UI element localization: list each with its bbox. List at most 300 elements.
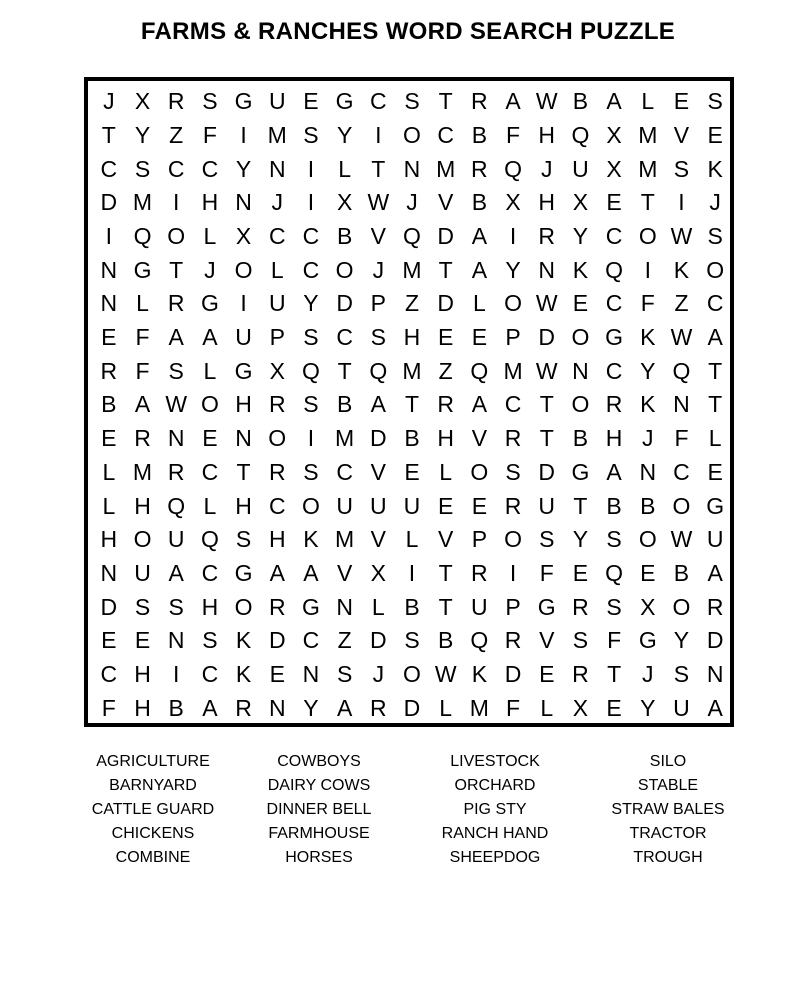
grid-letter[interactable]: D	[370, 425, 387, 452]
grid-letter[interactable]: S	[673, 660, 690, 687]
grid-letter[interactable]: E	[438, 492, 454, 519]
grid-letter[interactable]: B	[101, 391, 117, 418]
grid-letter[interactable]: A	[134, 391, 151, 418]
grid-letter[interactable]: T	[404, 391, 420, 418]
grid-letter[interactable]: Z	[337, 627, 352, 654]
grid-letter[interactable]: K	[235, 627, 252, 654]
grid-letter[interactable]: U	[167, 526, 185, 553]
grid-letter[interactable]: F	[607, 627, 622, 654]
grid-letter[interactable]: P	[269, 324, 285, 351]
grid-letter[interactable]: D	[706, 627, 724, 654]
grid-letter[interactable]: E	[539, 660, 555, 687]
grid-letter[interactable]: A	[707, 324, 723, 351]
grid-letter[interactable]: M	[503, 357, 523, 384]
grid-letter[interactable]: Q	[200, 526, 219, 553]
grid-letter[interactable]: G	[301, 593, 320, 620]
grid-letter[interactable]: Q	[672, 357, 691, 384]
grid-letter[interactable]: R	[504, 492, 522, 519]
grid-letter[interactable]: B	[673, 559, 690, 586]
grid-letter[interactable]: D	[100, 189, 118, 216]
grid-letter[interactable]: A	[471, 223, 488, 250]
grid-letter[interactable]: U	[572, 155, 589, 182]
grid-letter[interactable]: R	[235, 694, 252, 721]
grid-letter[interactable]: C	[302, 223, 320, 250]
grid-letter[interactable]: R	[167, 88, 185, 115]
grid-letter[interactable]: M	[402, 357, 422, 384]
grid-letter[interactable]: M	[638, 122, 658, 149]
grid-letter[interactable]: C	[605, 357, 623, 384]
grid-letter[interactable]: N	[403, 155, 421, 182]
grid-letter[interactable]: P	[505, 593, 521, 620]
grid-letter[interactable]: A	[707, 694, 723, 721]
grid-letter[interactable]: O	[301, 492, 320, 519]
grid-letter[interactable]: S	[707, 223, 723, 250]
grid-letter[interactable]: U	[471, 593, 488, 620]
grid-letter[interactable]: B	[471, 189, 488, 216]
grid-letter[interactable]: V	[336, 559, 353, 586]
grid-letter[interactable]: D	[437, 223, 454, 250]
grid-letter[interactable]: D	[538, 458, 556, 485]
grid-letter[interactable]: G	[335, 88, 354, 115]
grid-letter[interactable]: E	[101, 324, 117, 351]
grid-letter[interactable]: O	[638, 223, 657, 250]
grid-letter[interactable]: A	[606, 88, 622, 115]
grid-letter[interactable]: W	[367, 189, 390, 216]
grid-letter[interactable]: K	[673, 256, 690, 283]
grid-letter[interactable]: R	[268, 593, 286, 620]
grid-letter[interactable]: E	[471, 324, 488, 351]
grid-letter[interactable]: E	[707, 122, 723, 149]
grid-letter[interactable]: X	[505, 189, 521, 216]
grid-letter[interactable]: R	[167, 458, 185, 485]
grid-letter[interactable]: K	[640, 391, 656, 418]
grid-letter[interactable]: T	[539, 391, 554, 418]
grid-letter[interactable]: C	[336, 458, 353, 485]
grid-letter[interactable]: I	[375, 122, 382, 149]
grid-letter[interactable]: R	[471, 155, 488, 182]
grid-letter[interactable]: N	[100, 290, 118, 317]
grid-letter[interactable]: S	[606, 526, 622, 553]
grid-letter[interactable]: T	[640, 189, 655, 216]
grid-letter[interactable]: M	[132, 189, 153, 216]
grid-letter[interactable]: R	[268, 391, 286, 418]
grid-letter[interactable]: O	[470, 458, 489, 485]
grid-letter[interactable]: X	[134, 88, 151, 115]
grid-letter[interactable]: H	[538, 189, 556, 216]
grid-letter[interactable]: Y	[505, 256, 521, 283]
grid-letter[interactable]: L	[270, 256, 284, 283]
grid-letter[interactable]: R	[538, 223, 556, 250]
grid-letter[interactable]: N	[336, 593, 353, 620]
grid-letter[interactable]: P	[370, 290, 386, 317]
grid-letter[interactable]: H	[235, 492, 252, 519]
grid-letter[interactable]: F	[640, 290, 655, 317]
grid-letter[interactable]: C	[201, 660, 219, 687]
grid-letter[interactable]: O	[672, 593, 691, 620]
grid-letter[interactable]: D	[538, 324, 556, 351]
grid-letter[interactable]: V	[471, 425, 488, 452]
grid-letter[interactable]: R	[100, 357, 118, 384]
grid-letter[interactable]: L	[439, 694, 453, 721]
grid-letter[interactable]: Y	[572, 526, 589, 553]
grid-letter[interactable]: O	[504, 526, 522, 553]
grid-letter[interactable]: R	[605, 391, 623, 418]
grid-letter[interactable]: Y	[640, 694, 656, 721]
grid-letter[interactable]: Y	[572, 223, 589, 250]
grid-letter[interactable]: N	[235, 189, 252, 216]
grid-letter[interactable]: E	[640, 559, 656, 586]
grid-letter[interactable]: H	[235, 391, 252, 418]
grid-letter[interactable]: V	[673, 122, 690, 149]
grid-letter[interactable]: M	[335, 526, 355, 553]
grid-letter[interactable]: H	[268, 526, 286, 553]
grid-letter[interactable]: Q	[605, 256, 624, 283]
grid-letter[interactable]: I	[240, 290, 247, 317]
grid-letter[interactable]: Y	[303, 290, 319, 317]
grid-letter[interactable]: Q	[167, 492, 186, 519]
grid-letter[interactable]: U	[403, 492, 421, 519]
grid-letter[interactable]: S	[235, 526, 252, 553]
grid-letter[interactable]: E	[101, 425, 117, 452]
grid-letter[interactable]: D	[336, 290, 353, 317]
grid-letter[interactable]: L	[203, 223, 217, 250]
grid-letter[interactable]: R	[370, 694, 387, 721]
grid-letter[interactable]: Q	[470, 357, 489, 384]
grid-letter[interactable]: S	[134, 155, 151, 182]
grid-letter[interactable]: O	[638, 526, 657, 553]
grid-letter[interactable]: O	[571, 324, 590, 351]
grid-letter[interactable]: I	[173, 189, 180, 216]
grid-letter[interactable]: Z	[674, 290, 689, 317]
grid-letter[interactable]: R	[268, 458, 286, 485]
grid-letter[interactable]: I	[644, 256, 651, 283]
grid-letter[interactable]: F	[202, 122, 217, 149]
grid-letter[interactable]: Y	[640, 357, 656, 384]
grid-letter[interactable]: K	[471, 660, 488, 687]
grid-letter[interactable]: H	[134, 660, 151, 687]
grid-letter[interactable]: A	[303, 559, 319, 586]
grid-letter[interactable]: I	[307, 189, 315, 216]
grid-letter[interactable]: F	[506, 694, 521, 721]
grid-letter[interactable]: C	[100, 155, 118, 182]
grid-letter[interactable]: G	[234, 357, 253, 384]
grid-letter[interactable]: O	[706, 256, 725, 283]
grid-letter[interactable]: T	[438, 559, 453, 586]
grid-letter[interactable]: F	[506, 122, 521, 149]
grid-letter[interactable]: C	[201, 458, 219, 485]
grid-letter[interactable]: R	[167, 290, 185, 317]
grid-letter[interactable]: H	[134, 694, 151, 721]
grid-letter[interactable]: B	[404, 425, 420, 452]
grid-letter[interactable]: M	[267, 122, 287, 149]
grid-letter[interactable]: N	[268, 694, 286, 721]
grid-letter[interactable]: G	[605, 324, 624, 351]
grid-letter[interactable]: X	[269, 357, 285, 384]
grid-letter[interactable]: A	[202, 694, 218, 721]
grid-letter[interactable]: B	[572, 88, 589, 115]
grid-letter[interactable]: W	[670, 223, 693, 250]
grid-letter[interactable]: D	[370, 627, 387, 654]
grid-letter[interactable]: A	[168, 324, 184, 351]
grid-letter[interactable]: B	[438, 627, 454, 654]
grid-letter[interactable]: L	[102, 492, 116, 519]
grid-letter[interactable]: K	[303, 526, 319, 553]
grid-letter[interactable]: U	[706, 526, 724, 553]
grid-letter[interactable]: A	[606, 458, 622, 485]
grid-letter[interactable]: Y	[134, 122, 151, 149]
grid-letter[interactable]: I	[408, 559, 416, 586]
grid-letter[interactable]: R	[437, 391, 454, 418]
grid-letter[interactable]: E	[606, 189, 622, 216]
grid-letter[interactable]: P	[471, 526, 488, 553]
grid-letter[interactable]: O	[234, 256, 253, 283]
grid-letter[interactable]: E	[269, 660, 285, 687]
grid-letter[interactable]: E	[673, 88, 690, 115]
grid-letter[interactable]: S	[134, 593, 151, 620]
grid-letter[interactable]: X	[370, 559, 386, 586]
grid-letter[interactable]: U	[268, 88, 286, 115]
grid-letter[interactable]: E	[572, 559, 589, 586]
grid-letter[interactable]: B	[336, 223, 353, 250]
grid-letter[interactable]: E	[303, 88, 319, 115]
grid-letter[interactable]: Y	[303, 694, 319, 721]
grid-letter[interactable]: M	[132, 458, 153, 485]
grid-letter[interactable]: S	[303, 391, 319, 418]
grid-letter[interactable]: N	[538, 256, 556, 283]
grid-letter[interactable]: D	[100, 593, 118, 620]
grid-letter[interactable]: R	[471, 88, 488, 115]
grid-letter[interactable]: N	[268, 155, 286, 182]
grid-letter[interactable]: A	[370, 391, 386, 418]
grid-letter[interactable]: C	[706, 290, 724, 317]
grid-letter[interactable]: Z	[404, 290, 420, 317]
grid-letter[interactable]: S	[539, 526, 555, 553]
grid-letter[interactable]: T	[337, 357, 352, 384]
grid-letter[interactable]: G	[571, 458, 590, 485]
grid-letter[interactable]: U	[336, 492, 353, 519]
grid-letter[interactable]: B	[404, 593, 420, 620]
grid-letter[interactable]: X	[606, 155, 622, 182]
grid-letter[interactable]: O	[403, 122, 421, 149]
grid-letter[interactable]: K	[640, 324, 656, 351]
grid-letter[interactable]: N	[706, 660, 724, 687]
grid-letter[interactable]: I	[509, 223, 517, 250]
grid-letter[interactable]: V	[370, 526, 386, 553]
grid-letter[interactable]: G	[133, 256, 152, 283]
grid-letter[interactable]: C	[201, 559, 219, 586]
grid-letter[interactable]: S	[202, 627, 218, 654]
grid-letter[interactable]: Y	[235, 155, 252, 182]
grid-letter[interactable]: S	[606, 593, 622, 620]
grid-letter[interactable]: T	[438, 88, 453, 115]
grid-letter[interactable]: N	[673, 391, 690, 418]
grid-letter[interactable]: T	[236, 458, 251, 485]
grid-letter[interactable]: Q	[403, 223, 421, 250]
grid-letter[interactable]: U	[673, 694, 690, 721]
grid-letter[interactable]: L	[371, 593, 385, 620]
grid-letter[interactable]: U	[268, 290, 286, 317]
grid-letter[interactable]: D	[403, 694, 421, 721]
grid-letter[interactable]: O	[504, 290, 522, 317]
grid-letter[interactable]: E	[202, 425, 218, 452]
grid-letter[interactable]: H	[538, 122, 556, 149]
grid-letter[interactable]: H	[403, 324, 421, 351]
grid-letter[interactable]: L	[102, 458, 116, 485]
grid-letter[interactable]: S	[673, 155, 690, 182]
grid-letter[interactable]: Q	[605, 559, 624, 586]
grid-letter[interactable]: J	[642, 425, 654, 452]
grid-letter[interactable]: J	[204, 256, 216, 283]
grid-letter[interactable]: E	[707, 458, 723, 485]
grid-letter[interactable]: W	[165, 391, 188, 418]
grid-letter[interactable]: Q	[571, 122, 590, 149]
grid-letter[interactable]: F	[135, 357, 150, 384]
grid-letter[interactable]: T	[708, 391, 723, 418]
grid-letter[interactable]: H	[201, 189, 219, 216]
grid-letter[interactable]: M	[469, 694, 489, 721]
grid-letter[interactable]: V	[539, 627, 555, 654]
grid-letter[interactable]: U	[235, 324, 252, 351]
grid-letter[interactable]: O	[167, 223, 186, 250]
grid-letter[interactable]: C	[201, 155, 219, 182]
grid-letter[interactable]: B	[336, 391, 353, 418]
grid-letter[interactable]: C	[336, 324, 353, 351]
grid-letter[interactable]: R	[504, 627, 522, 654]
grid-letter[interactable]: G	[200, 290, 219, 317]
grid-letter[interactable]: B	[471, 122, 488, 149]
grid-letter[interactable]: I	[240, 122, 247, 149]
grid-letter[interactable]: L	[708, 425, 722, 452]
grid-letter[interactable]: H	[605, 425, 623, 452]
grid-letter[interactable]: U	[134, 559, 151, 586]
grid-letter[interactable]: W	[670, 324, 693, 351]
grid-letter[interactable]: L	[203, 492, 217, 519]
grid-letter[interactable]: P	[505, 324, 521, 351]
grid-letter[interactable]: X	[235, 223, 252, 250]
grid-letter[interactable]: O	[133, 526, 152, 553]
grid-letter[interactable]: V	[438, 189, 454, 216]
grid-letter[interactable]: A	[269, 559, 285, 586]
grid-letter[interactable]: W	[670, 526, 693, 553]
grid-letter[interactable]: S	[202, 88, 218, 115]
grid-letter[interactable]: E	[134, 627, 151, 654]
grid-letter[interactable]: X	[606, 122, 622, 149]
grid-letter[interactable]: J	[642, 660, 654, 687]
grid-letter[interactable]: S	[168, 593, 184, 620]
grid-letter[interactable]: C	[605, 223, 623, 250]
grid-letter[interactable]: S	[168, 357, 184, 384]
grid-letter[interactable]: C	[100, 660, 118, 687]
grid-letter[interactable]: S	[404, 88, 420, 115]
grid-letter[interactable]: A	[202, 324, 218, 351]
grid-letter[interactable]: L	[641, 88, 655, 115]
grid-letter[interactable]: N	[167, 425, 185, 452]
grid-letter[interactable]: A	[471, 256, 488, 283]
grid-letter[interactable]: E	[606, 694, 622, 721]
grid-letter[interactable]: I	[307, 155, 315, 182]
grid-letter[interactable]: J	[406, 189, 418, 216]
grid-letter[interactable]: V	[438, 526, 454, 553]
grid-letter[interactable]: F	[135, 324, 150, 351]
grid-letter[interactable]: M	[335, 425, 355, 452]
grid-letter[interactable]: C	[437, 122, 454, 149]
grid-letter[interactable]: N	[235, 425, 252, 452]
grid-letter[interactable]: C	[268, 223, 286, 250]
grid-letter[interactable]: X	[572, 694, 589, 721]
grid-letter[interactable]: U	[538, 492, 556, 519]
grid-letter[interactable]: T	[607, 660, 622, 687]
grid-letter[interactable]: G	[537, 593, 556, 620]
grid-letter[interactable]: D	[268, 627, 286, 654]
grid-letter[interactable]: L	[405, 526, 419, 553]
grid-letter[interactable]: X	[336, 189, 353, 216]
grid-letter[interactable]: R	[572, 593, 589, 620]
grid-letter[interactable]: K	[235, 660, 252, 687]
grid-letter[interactable]: M	[402, 256, 422, 283]
grid-letter[interactable]: E	[471, 492, 488, 519]
grid-letter[interactable]: G	[638, 627, 657, 654]
grid-letter[interactable]: I	[173, 660, 180, 687]
grid-letter[interactable]: R	[706, 593, 724, 620]
grid-letter[interactable]: W	[535, 290, 558, 317]
grid-letter[interactable]: N	[100, 256, 118, 283]
grid-letter[interactable]: N	[572, 357, 589, 384]
grid-letter[interactable]: L	[136, 290, 149, 317]
grid-letter[interactable]: M	[638, 155, 658, 182]
grid-letter[interactable]: O	[571, 391, 590, 418]
grid-letter[interactable]: I	[307, 425, 315, 452]
grid-letter[interactable]: L	[472, 290, 486, 317]
grid-letter[interactable]: I	[105, 223, 113, 250]
grid-letter[interactable]: T	[438, 256, 453, 283]
grid-letter[interactable]: S	[303, 122, 319, 149]
grid-letter[interactable]: H	[201, 593, 219, 620]
grid-letter[interactable]: O	[200, 391, 219, 418]
grid-letter[interactable]: A	[168, 559, 184, 586]
grid-letter[interactable]: D	[437, 290, 454, 317]
grid-letter[interactable]: F	[101, 694, 116, 721]
grid-letter[interactable]: D	[504, 660, 522, 687]
grid-letter[interactable]: I	[678, 189, 685, 216]
grid-letter[interactable]: B	[640, 492, 656, 519]
grid-letter[interactable]: B	[606, 492, 622, 519]
grid-letter[interactable]: H	[100, 526, 118, 553]
grid-letter[interactable]: H	[134, 492, 151, 519]
grid-letter[interactable]: N	[100, 559, 118, 586]
grid-letter[interactable]: C	[167, 155, 185, 182]
grid-letter[interactable]: J	[103, 88, 115, 115]
grid-letter[interactable]: G	[234, 88, 253, 115]
grid-letter[interactable]: L	[203, 357, 217, 384]
grid-letter[interactable]: Q	[369, 357, 388, 384]
grid-letter[interactable]: V	[370, 223, 386, 250]
grid-letter[interactable]: H	[437, 425, 454, 452]
grid-letter[interactable]: Y	[336, 122, 353, 149]
grid-letter[interactable]: N	[167, 627, 185, 654]
grid-letter[interactable]: R	[134, 425, 151, 452]
grid-letter[interactable]: W	[535, 357, 558, 384]
grid-letter[interactable]: L	[439, 458, 453, 485]
grid-letter[interactable]: L	[338, 155, 352, 182]
grid-letter[interactable]: G	[706, 492, 725, 519]
grid-letter[interactable]: Q	[133, 223, 152, 250]
grid-letter[interactable]: O	[234, 593, 253, 620]
grid-letter[interactable]: X	[572, 189, 589, 216]
grid-letter[interactable]: K	[572, 256, 589, 283]
grid-letter[interactable]: T	[169, 256, 184, 283]
grid-letter[interactable]: C	[268, 492, 286, 519]
grid-letter[interactable]: O	[335, 256, 354, 283]
